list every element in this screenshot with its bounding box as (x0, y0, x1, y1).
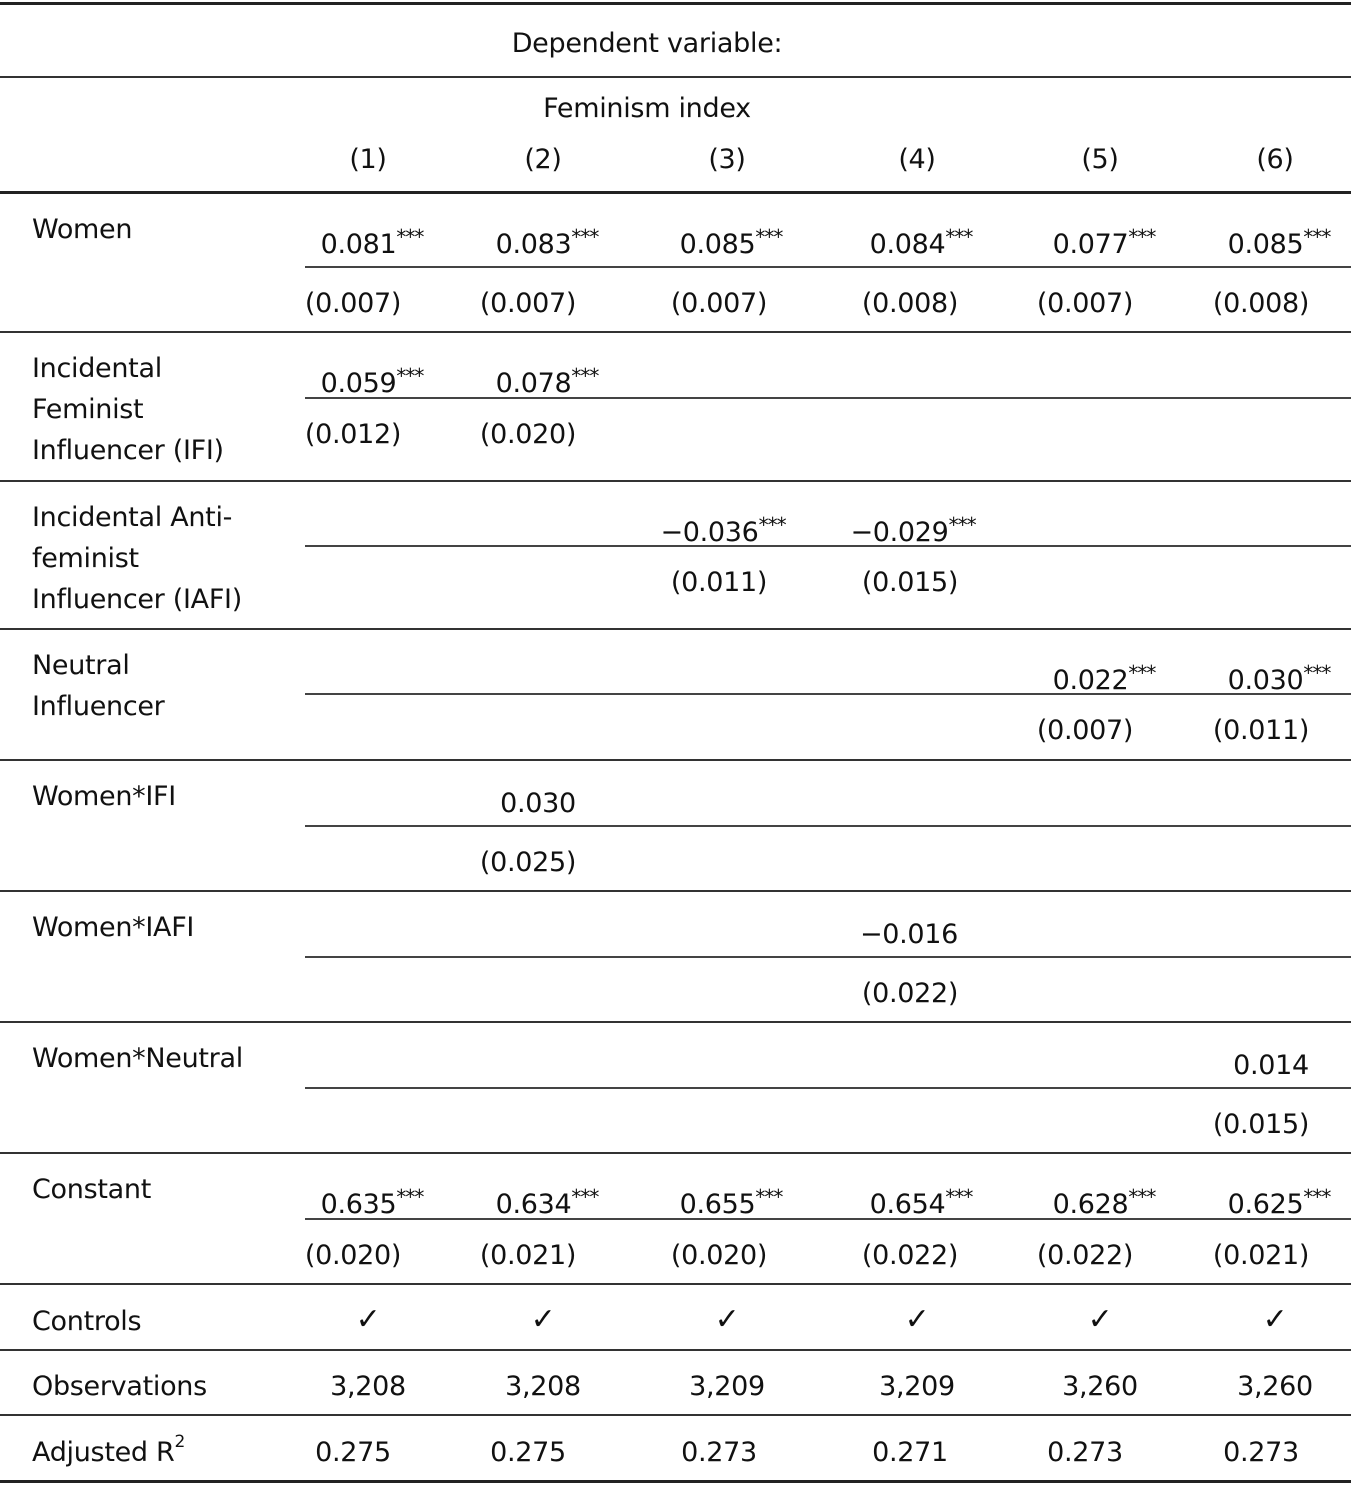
controls-cell: ✓ (904, 1302, 930, 1337)
coefficient-cell (680, 1180, 783, 1222)
observations-cell: 3,209 (689, 1371, 765, 1402)
coefficient-value: 0.030 (1227, 665, 1304, 696)
significance-stars: *** (571, 1185, 599, 1209)
coefficient-cell (1228, 656, 1331, 698)
significance-stars: *** (1303, 225, 1331, 249)
standard-error-cell: (0.007) (479, 288, 577, 319)
coefficient-cell (321, 220, 424, 262)
significance-stars: *** (945, 225, 973, 249)
standard-error-cell: (0.020) (304, 1240, 402, 1271)
bottom-rule (0, 1480, 1351, 1483)
significance-stars: *** (1128, 225, 1156, 249)
standard-error-cell: (0.015) (861, 567, 959, 598)
coefficient-cell (870, 220, 973, 262)
standard-error-cell: (0.007) (1036, 288, 1134, 319)
significance-stars: *** (1303, 1185, 1331, 1209)
coefficient-value: 0.059 (320, 368, 397, 399)
row-rule (0, 480, 1351, 482)
standard-error-cell: (0.020) (670, 1240, 768, 1271)
row-rule (0, 628, 1351, 630)
row-label: Women*Neutral (32, 1043, 243, 1074)
significance-stars: *** (396, 364, 424, 388)
row-label: Incidental Anti- (32, 502, 233, 533)
significance-stars: *** (948, 513, 976, 537)
standard-error-cell: (0.011) (670, 567, 768, 598)
coefficient-cell (1053, 656, 1156, 698)
coefficient-value: 0.085 (1227, 229, 1304, 260)
column-header-6: (6) (1256, 144, 1294, 175)
significance-stars: *** (1303, 661, 1331, 685)
adj-r2-cell: 0.273 (1047, 1437, 1123, 1468)
coef-se-rule (305, 397, 1351, 399)
coefficient-value: 0.030 (500, 788, 576, 819)
standard-error-cell: (0.022) (861, 978, 959, 1009)
controls-label: Controls (32, 1306, 142, 1337)
significance-stars: *** (758, 513, 786, 537)
row-rule (0, 331, 1351, 333)
observations-label: Observations (32, 1371, 207, 1402)
controls-cell: ✓ (714, 1302, 740, 1337)
coefficient-cell (870, 1180, 973, 1222)
column-header-3: (3) (708, 144, 746, 175)
dependent-variable-name: Feminism index (543, 93, 751, 124)
row-label: feminist (32, 543, 139, 574)
adj-r2-label-text: Adjusted R (32, 1437, 175, 1468)
coefficient-cell (1053, 220, 1156, 262)
significance-stars: *** (571, 364, 599, 388)
adj-r2-label (32, 1432, 186, 1470)
coefficient-value: 0.085 (679, 229, 756, 260)
coefficient-cell (496, 359, 599, 401)
adj-r2-superscript: 2 (174, 1432, 186, 1452)
observations-cell: 3,260 (1237, 1371, 1313, 1402)
coef-se-rule (305, 956, 1351, 958)
coefficient-cell (850, 508, 975, 550)
standard-error-cell: (0.007) (1036, 715, 1134, 746)
adj-r2-cell: 0.273 (1223, 1437, 1299, 1468)
row-label: Women (32, 214, 133, 245)
column-header-4: (4) (898, 144, 936, 175)
coefficient-value: 0.078 (495, 368, 572, 399)
row-label: Women*IAFI (32, 912, 195, 943)
coef-se-rule (305, 1218, 1351, 1220)
coefficient-cell (1228, 1180, 1331, 1222)
coefficient-value: 0.084 (869, 229, 946, 260)
controls-cell: ✓ (355, 1302, 381, 1337)
adj-r2-cell: 0.271 (872, 1437, 948, 1468)
observations-cell: 3,208 (505, 1371, 581, 1402)
standard-error-cell: (0.021) (1212, 1240, 1310, 1271)
controls-cell: ✓ (1262, 1302, 1288, 1337)
coefficient-value: 0.081 (320, 229, 397, 260)
coefficient-value: 0.625 (1227, 1189, 1304, 1220)
coef-se-rule (305, 545, 1351, 547)
row-label: Feminist (32, 394, 144, 425)
header-bottom-rule (0, 191, 1351, 194)
coefficient-cell (321, 1180, 424, 1222)
coefficient-value: 0.014 (1233, 1050, 1309, 1081)
column-header-5: (5) (1081, 144, 1119, 175)
row-rule (0, 759, 1351, 761)
observations-cell: 3,208 (330, 1371, 406, 1402)
dependent-variable-label: Dependent variable: (511, 28, 783, 59)
coef-se-rule (305, 825, 1351, 827)
significance-stars: *** (1128, 1185, 1156, 1209)
coefficient-value: −0.016 (859, 919, 959, 950)
significance-stars: *** (396, 225, 424, 249)
standard-error-cell: (0.020) (479, 419, 577, 450)
standard-error-cell: (0.007) (304, 288, 402, 319)
row-label: Influencer (32, 691, 165, 722)
coefficient-cell (660, 508, 785, 550)
row-label: Influencer (IAFI) (32, 584, 242, 615)
observations-cell: 3,209 (879, 1371, 955, 1402)
controls-cell: ✓ (1087, 1302, 1113, 1337)
column-header-2: (2) (524, 144, 562, 175)
significance-stars: *** (945, 1185, 973, 1209)
coefficient-cell (860, 918, 958, 952)
standard-error-cell: (0.022) (1036, 1240, 1134, 1271)
standard-error-cell: (0.007) (670, 288, 768, 319)
standard-error-cell: (0.022) (861, 1240, 959, 1271)
coefficient-cell (321, 359, 424, 401)
standard-error-cell: (0.025) (479, 847, 577, 878)
adj-r2-cell: 0.275 (490, 1437, 566, 1468)
coefficient-cell (1233, 1049, 1309, 1083)
significance-stars: *** (1128, 661, 1156, 685)
significance-stars: *** (396, 1185, 424, 1209)
coefficient-value: 0.022 (1052, 665, 1129, 696)
standard-error-cell: (0.015) (1212, 1109, 1310, 1140)
coefficient-value: 0.628 (1052, 1189, 1129, 1220)
coefficient-value: −0.029 (850, 517, 949, 548)
adj-r2-cell: 0.275 (315, 1437, 391, 1468)
coefficient-value: 0.654 (869, 1189, 946, 1220)
header-rule (0, 76, 1351, 78)
observations-cell: 3,260 (1062, 1371, 1138, 1402)
coefficient-value: −0.036 (660, 517, 759, 548)
coefficient-cell (500, 787, 576, 821)
coefficient-value: 0.634 (495, 1189, 572, 1220)
row-label: Women*IFI (32, 781, 176, 812)
coefficient-value: 0.077 (1052, 229, 1129, 260)
standard-error-cell: (0.012) (304, 419, 402, 450)
row-rule (0, 890, 1351, 892)
coef-se-rule (305, 1087, 1351, 1089)
row-label: Constant (32, 1174, 151, 1205)
row-label: Influencer (IFI) (32, 435, 224, 466)
adj-r2-cell: 0.273 (681, 1437, 757, 1468)
standard-error-cell: (0.011) (1212, 715, 1310, 746)
coefficient-cell (1053, 1180, 1156, 1222)
column-header-1: (1) (349, 144, 387, 175)
top-rule (0, 2, 1351, 5)
significance-stars: *** (571, 225, 599, 249)
standard-error-cell: (0.008) (1212, 288, 1310, 319)
coefficient-value: 0.635 (320, 1189, 397, 1220)
coefficient-cell (496, 1180, 599, 1222)
coefficient-cell (680, 220, 783, 262)
controls-cell: ✓ (530, 1302, 556, 1337)
coef-se-rule (305, 266, 1351, 268)
standard-error-cell: (0.021) (479, 1240, 577, 1271)
coefficient-cell (496, 220, 599, 262)
coef-se-rule (305, 693, 1351, 695)
coefficient-value: 0.083 (495, 229, 572, 260)
row-label: Neutral (32, 650, 130, 681)
standard-error-cell: (0.008) (861, 288, 959, 319)
coefficient-value: 0.655 (679, 1189, 756, 1220)
coefficient-cell (1228, 220, 1331, 262)
significance-stars: *** (755, 1185, 783, 1209)
row-rule (0, 1414, 1351, 1416)
row-rule (0, 1349, 1351, 1351)
row-rule (0, 1283, 1351, 1285)
significance-stars: *** (755, 225, 783, 249)
row-rule (0, 1152, 1351, 1154)
row-rule (0, 1021, 1351, 1023)
row-label: Incidental (32, 353, 162, 384)
